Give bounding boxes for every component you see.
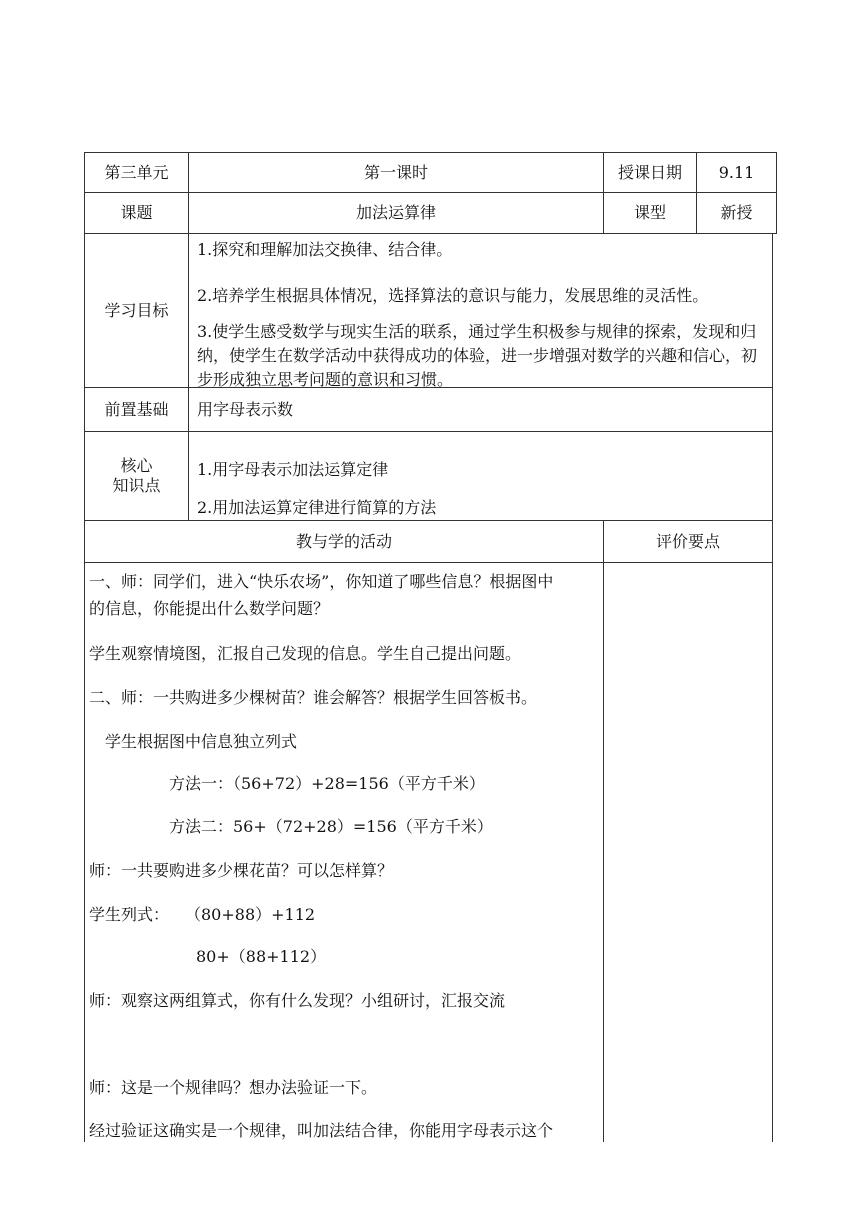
topic-value: 加法运算律 [355, 203, 436, 222]
evaluation-header: 评价要点 [655, 531, 720, 551]
objectives-label: 学习目标 [104, 300, 169, 320]
activity-line-14: 经过验证这确实是一个规律，叫加法结合律，你能用字母表示这个 [89, 1121, 554, 1140]
lesson-text: 第一课时 [363, 162, 428, 182]
activity-line-11: 80+（88+112） [196, 947, 327, 966]
objectives-label-cell [85, 234, 188, 387]
type-value: 新授 [720, 203, 753, 222]
objective-item-2: 2.培养学生根据具体情况，选择算法的意识与能力，发展思维的灵活性。 [197, 286, 709, 305]
activity-line-10: （80+88）+112 [185, 905, 316, 924]
activity-line-13: 师：这是一个规律吗？想办法验证一下。 [89, 1078, 378, 1097]
activity-header: 教与学的活动 [295, 531, 392, 551]
date-label: 授课日期 [617, 162, 682, 182]
activity-line-1: 一、师：同学们，进入“快乐农场”，你知道了哪些信息？根据图中 [89, 572, 554, 591]
prior-label-cell [85, 388, 188, 431]
type-label-cell [604, 193, 696, 233]
activity-line-3: 学生观察情境图，汇报自己发现的信息。学生自己提出问题。 [89, 644, 522, 663]
core-item-1: 1.用字母表示加法运算定律 [197, 460, 389, 479]
core-label-line1: 核心 [120, 456, 153, 475]
core-item-2: 2.用加法运算定律进行简算的方法 [197, 498, 437, 517]
unit-text: 第三单元 [104, 162, 169, 182]
date-label-cell [604, 153, 696, 192]
activity-line-2: 的信息，你能提出什么数学问题？ [89, 599, 330, 618]
row-divider-6 [84, 562, 773, 563]
topic-label: 课题 [120, 203, 153, 222]
activity-line-5: 学生根据图中信息独立列式 [105, 732, 298, 751]
prior-value: 用字母表示数 [197, 400, 294, 419]
type-value-cell [697, 193, 776, 233]
activity-line-6: 方法一：（56+72）+28=156（平方千米） [169, 774, 485, 793]
core-label-cell [85, 432, 188, 520]
date-value-cell [697, 153, 776, 192]
unit-cell [85, 153, 188, 192]
activity-line-12: 师：观察这两组算式，你有什么发现？小组研讨，汇报交流 [89, 991, 506, 1010]
col-divider-eval [603, 520, 604, 1142]
activity-line-4: 二、师：一共购进多少棵树苗？谁会解答？根据学生回答板书。 [89, 688, 538, 707]
objective-item-3: 3.使学生感受数学与现实生活的联系，通过学生积极参与规律的探索，发现和归纳，使学生在数学活动中获得成功的体验，进一步增强对数学的兴趣和信心，初步形成独立思考问题的意识和习惯。 [197, 322, 758, 389]
date-value: 9.11 [718, 162, 755, 182]
topic-label-cell [85, 193, 188, 233]
topic-value-cell [189, 193, 603, 233]
objective-item-1: 1.探究和理解加法交换律、结合律。 [197, 240, 453, 259]
lesson-cell [189, 153, 603, 192]
activity-line-9: 学生列式： [89, 905, 170, 924]
activity-line-7: 方法二：56+（72+28）=156（平方千米） [169, 817, 493, 836]
core-label-line2: 知识点 [112, 476, 161, 495]
prior-label: 前置基础 [104, 399, 169, 419]
activity-header-cell [85, 521, 603, 562]
activity-line-8: 师：一共要购进多少棵花苗？可以怎样算？ [89, 861, 394, 880]
type-label: 课型 [633, 203, 666, 222]
table-border-right-top [776, 152, 777, 233]
table-border-right [772, 233, 773, 1142]
evaluation-header-cell [604, 521, 772, 562]
